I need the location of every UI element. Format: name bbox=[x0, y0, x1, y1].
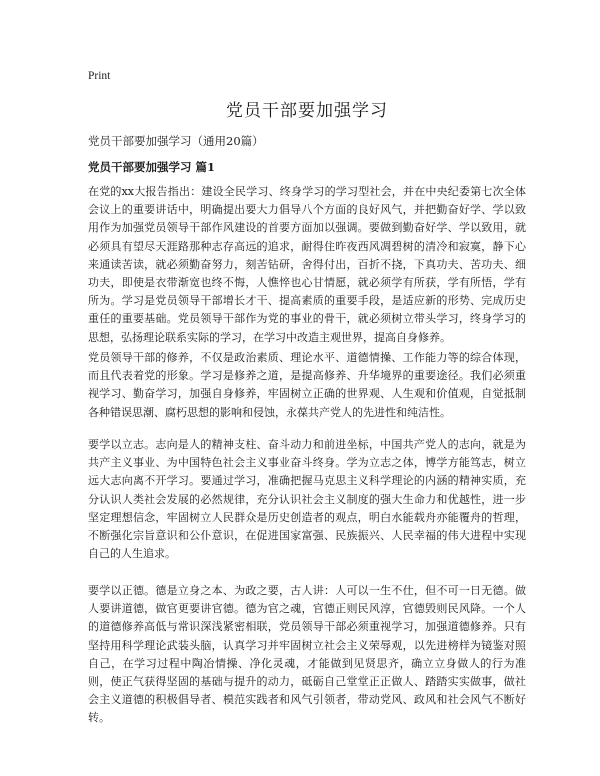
paragraph-1: 在党的xx大报告指出：建设全民学习、终身学习的学习型社会，并在中央纪委第七次全体会议上的重要讲话中，明确提出要大力倡导八个方面的良好风气，并把勤奋好学、学以致用作为加强党员领导干部作风建设的首要方面加以强调。要做到勤奋好学、学以致用，就必须具有望尽天涯路那种志存高远的追求，耐得住昨夜西风凋碧树的清冷和寂寞，静下心来通读苦读，就必须勤奋努力，刻苦钻研，舍得付出，百折不挠，下真功夫、苦功夫、细功夫，即使是衣带渐宽也终不悔，人憔悴也心甘情愿，就必须学有所获，学有所悟，学有所为。学习是党员领导干部增长才干、提高素质的重要手段，是适应新的形势、完成历史重任的重要基础。党员领导干部作为党的事业的骨干，就必须树立带头学习，终身学习的思想，弘扬理论联系实际的学习，在学习中改造主观世界，提高自身修养。 bbox=[88, 185, 526, 344]
document-title: 党员干部要加强学习 bbox=[226, 101, 388, 121]
section-heading: 党员干部要加强学习 篇1 bbox=[88, 160, 216, 174]
print-link[interactable]: Print bbox=[88, 70, 111, 82]
document-subtitle: 党员干部要加强学习（通用20篇） bbox=[88, 134, 264, 148]
paragraph-3: 要学以立志。志向是人的精神支柱、奋斗动力和前进坐标，中国共产党人的志向，就是为共产主义事业、为中国特色社会主义事业奋斗终身。学为立志之体，博学方能笃志，树立远大志向离不开学习。要通过学习，准确把握马克思主义科学理论的内涵的精神实质，充分认识人类社会发展的必然规律，充分认识社会主义制度的强大生命力和优越性，进一步坚定理想信念，牢固树立人民群众是历史创造者的观点，明白水能载舟亦能覆舟的哲理，不断强化宗旨意识和公仆意识，在促进国家富强、民族振兴、人民幸福的伟大进程中实现自己的人生追求。 bbox=[88, 438, 526, 561]
paragraph-2: 党员领导干部的修养，不仅是政治素质、理论水平、道德情操、工作能力等的综合体现，而且代表着党的形象。学习是修养之道，是提高修养、升华境界的重要途径。我们必须重视学习、勤奋学习，加强自身修养，牢固树立正确的世界观、人生观和价值观，自觉抵制各种错误思潮、腐朽思想的影响和侵蚀，永葆共产党人的先进性和纯洁性。 bbox=[88, 351, 526, 419]
paragraph-4: 要学以正德。德是立身之本、为政之要，古人讲：人可以一生不仕，但不可一日无德。做人要讲道德，做官更要讲官德。德为官之魂，官德正则民风淳，官德毁则民风降。一个人的道德修养高低与常识深浅紧密相联，党员领导干部必须重视学习，加强道德修养。只有坚持用科学理论武装头脑，认真学习并牢固树立社会主义荣辱观，以先进榜样为镜鉴对照自己，在学习过程中陶冶情操、净化灵魂，才能做到见贤思齐，确立立身做人的行为准则，使正气获得坚固的基础与提升的动力，砥砺自己堂堂正正做人、踏踏实实做事，做社会主义道德的积极倡导者、模范实践者和风气引领者，带动党风、政风和社会风气不断好转。 bbox=[88, 584, 526, 725]
